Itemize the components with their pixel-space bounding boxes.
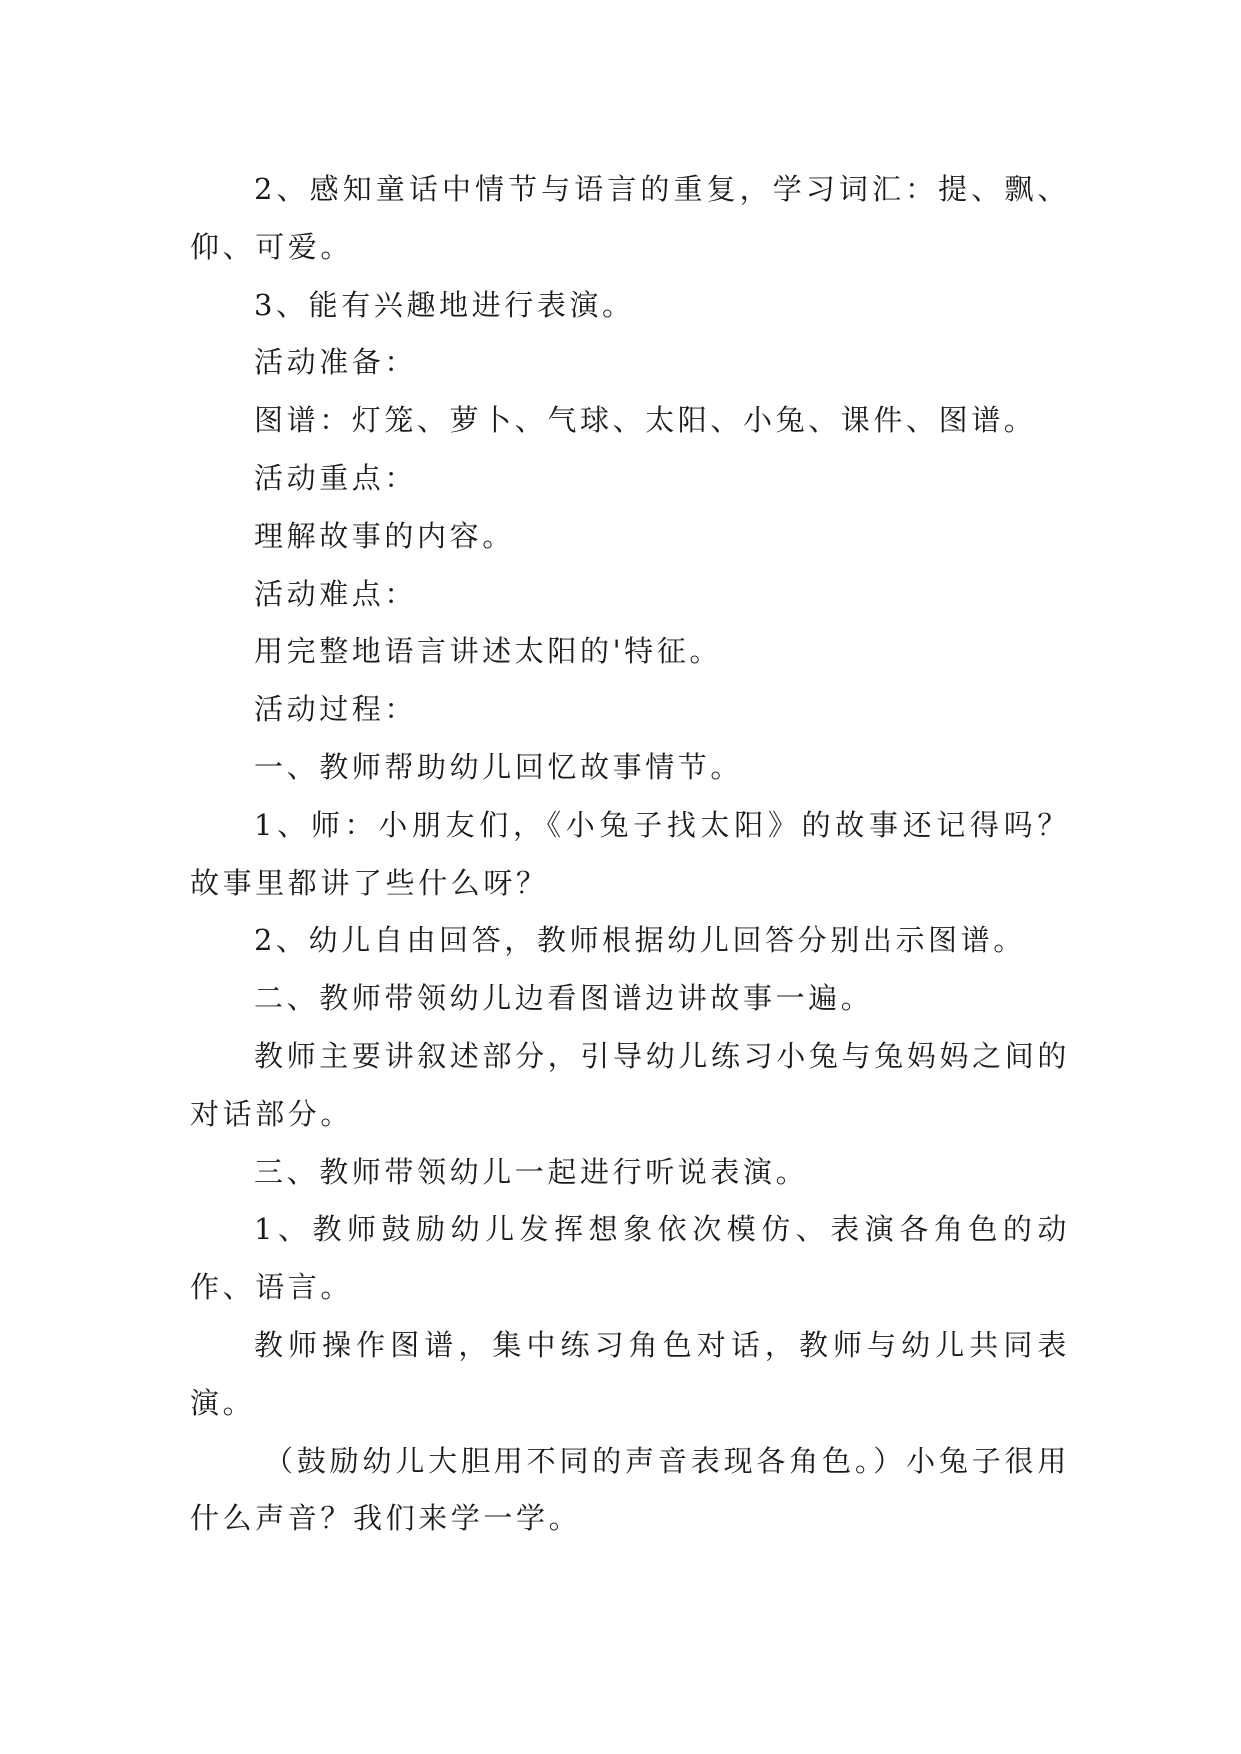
difficulty-text: 用完整地语言讲述太阳的'特征。: [254, 634, 722, 669]
process-step-3-text: 教师操作图谱，集中练习角色对话，教师与幼儿共同表演。: [190, 1327, 1070, 1420]
difficulty-heading: 活动难点：: [254, 576, 418, 611]
preparation-heading: 活动准备：: [254, 345, 418, 380]
process-step-3-item-1: 1、教师鼓励幼儿发挥想象依次模仿、表演各角色的动作、语言。: [190, 1212, 1070, 1305]
key-point-heading: 活动重点：: [254, 460, 418, 495]
objective-3-paragraph: 3、能有兴趣地进行表演。: [254, 287, 635, 322]
process-step-1-item-2: 2、幼儿自由回答，教师根据幼儿回答分别出示图谱。: [254, 923, 1026, 958]
process-step-3-note: （鼓励幼儿大胆用不同的声音表现各角色。）小兔子很用什么声音？我们来学一学。: [190, 1443, 1070, 1536]
preparation-materials: 图谱：灯笼、萝卜、气球、太阳、小兔、课件、图谱。: [254, 403, 1037, 438]
key-point-text: 理解故事的内容。: [254, 518, 515, 553]
process-step-2-text: 教师主要讲叙述部分，引导幼儿练习小兔与兔妈妈之间的对话部分。: [190, 1038, 1070, 1131]
process-step-3-heading: 三、教师带领幼儿一起进行听说表演。: [254, 1154, 809, 1189]
document-body: [190, 161, 1070, 1548]
process-heading: 活动过程：: [254, 692, 418, 727]
process-step-1-heading: 一、教师帮助幼儿回忆故事情节。: [254, 749, 744, 784]
objective-2-paragraph: 2、感知童话中情节与语言的重复，学习词汇：提、飘、仰、可爱。: [190, 172, 1070, 264]
process-step-1-item-1: 1、师：小朋友们，《小兔子找太阳》的故事还记得吗？故事里都讲了些什么呀？: [190, 807, 1070, 900]
process-step-2-heading: 二、教师带领幼儿边看图谱边讲故事一遍。: [254, 981, 874, 1016]
